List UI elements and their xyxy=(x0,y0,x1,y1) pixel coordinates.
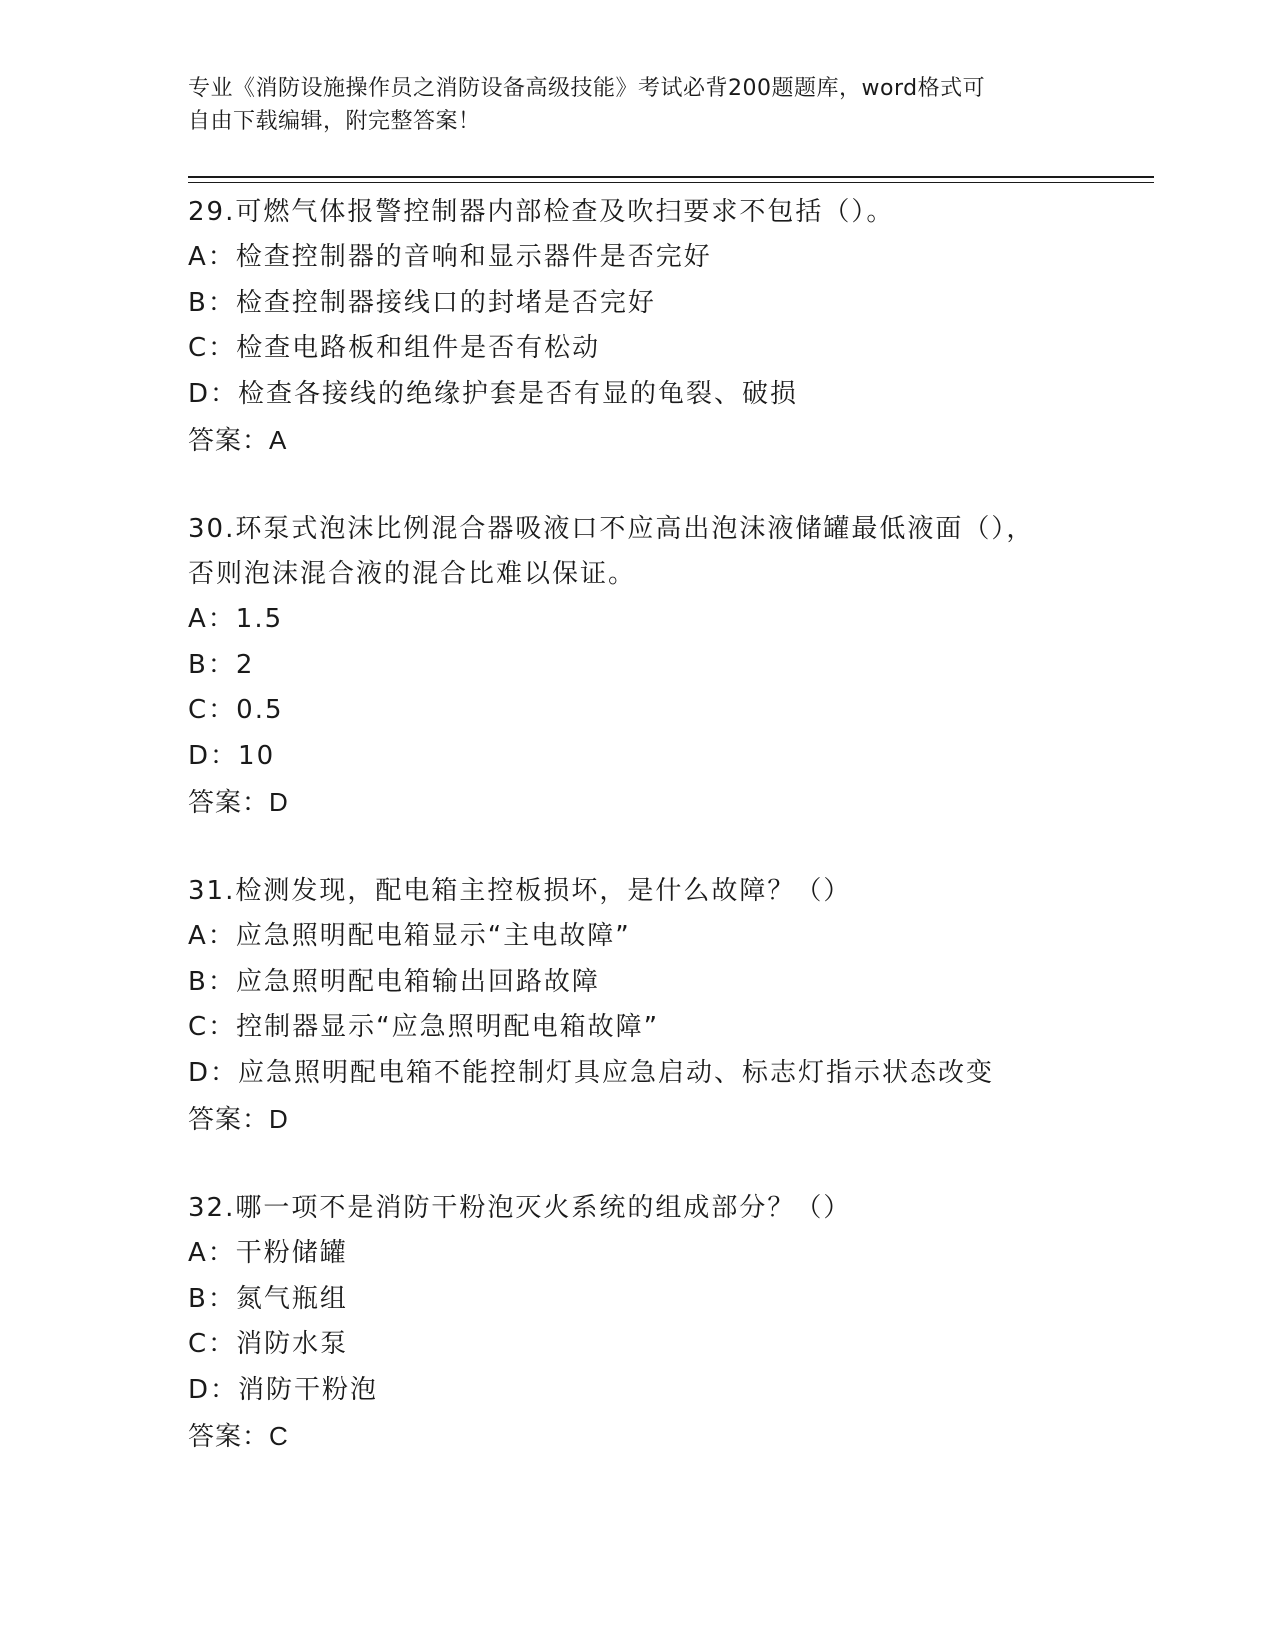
option-d: D：消防干粉泡 xyxy=(188,1374,379,1405)
answer: 答案：D xyxy=(188,787,289,817)
option-a: A：应急照明配电箱显示“主电故障” xyxy=(188,921,631,951)
option-d: D：检查各接线的绝缘护套是否有显的龟裂、破损 xyxy=(188,378,799,409)
header-line-1: 专业《消防设施操作员之消防设备高级技能》考试必背200题题库，word格式可 xyxy=(188,76,986,101)
option-c: C：0.5 xyxy=(188,695,284,725)
document-header xyxy=(188,72,1088,138)
answer: 答案：A xyxy=(188,425,288,455)
header-line-2: 自由下载编辑，附完整答案！ xyxy=(188,109,481,134)
option-d: D：应急照明配电箱不能控制灯具应急启动、标志灯指示状态改变 xyxy=(188,1057,995,1088)
question-stem: 32.哪一项不是消防干粉泡灭火系统的组成部分？（） xyxy=(188,1193,852,1223)
question-31 xyxy=(188,869,1088,1142)
answer: 答案：C xyxy=(188,1421,289,1451)
header-divider-thick xyxy=(188,176,1154,178)
option-c: C：消防水泵 xyxy=(188,1329,349,1359)
option-c: C：控制器显示“应急照明配电箱故障” xyxy=(188,1012,660,1042)
option-b: B：2 xyxy=(188,649,255,680)
option-a: A：检查控制器的音响和显示器件是否完好 xyxy=(188,242,712,272)
header-divider-thin xyxy=(188,182,1154,183)
option-b: B：检查控制器接线口的封堵是否完好 xyxy=(188,287,656,318)
question-list xyxy=(188,190,1088,1503)
question-stem: 29.可燃气体报警控制器内部检查及吹扫要求不包括（）。 xyxy=(188,197,895,227)
question-stem: 31.检测发现，配电箱主控板损坏，是什么故障？（） xyxy=(188,876,852,906)
answer: 答案：D xyxy=(188,1104,289,1134)
option-b: B：氮气瓶组 xyxy=(188,1283,348,1314)
option-b: B：应急照明配电箱输出回路故障 xyxy=(188,966,600,997)
option-a: A：1.5 xyxy=(188,604,284,634)
question-30 xyxy=(188,507,1088,825)
option-a: A：干粉储罐 xyxy=(188,1238,348,1268)
option-c: C：检查电路板和组件是否有松动 xyxy=(188,333,601,363)
question-29 xyxy=(188,190,1088,463)
question-stem: 30.环泵式泡沫比例混合器吸液口不应高出泡沫液储罐最低液面（）， xyxy=(188,514,1035,544)
question-stem-continued: 否则泡沫混合液的混合比难以保证。 xyxy=(188,559,637,589)
option-d: D：10 xyxy=(188,740,276,771)
question-32 xyxy=(188,1186,1088,1459)
